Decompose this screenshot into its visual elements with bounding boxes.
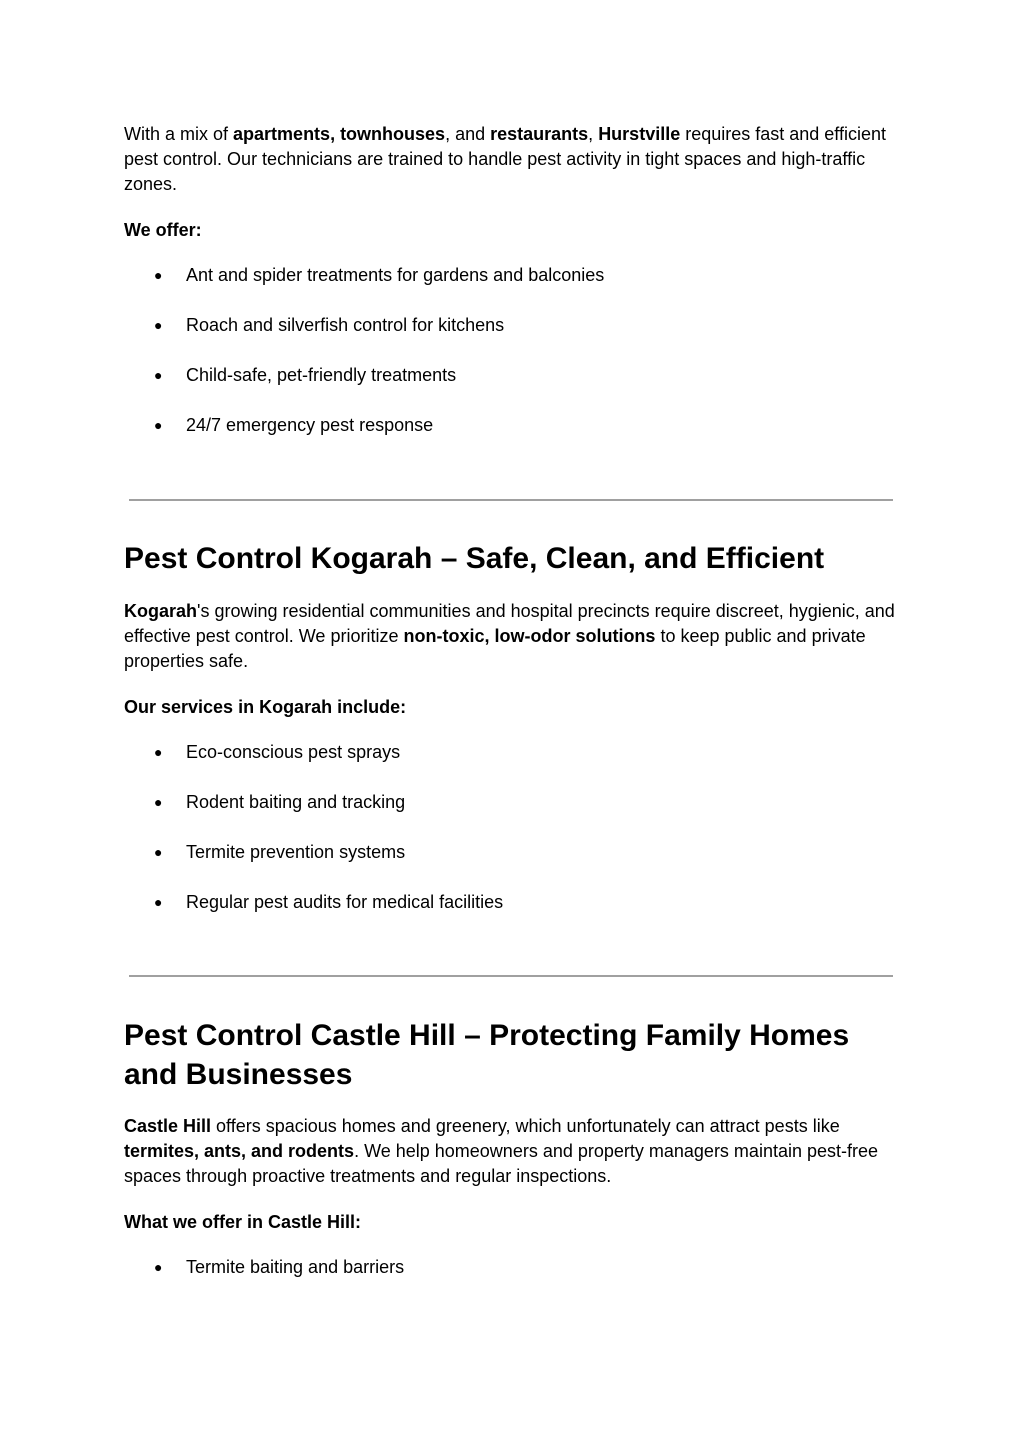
kogarah-heading: Pest Control Kogarah – Safe, Clean, and Efficient xyxy=(124,542,825,575)
bold-text: Castle Hill xyxy=(124,1116,212,1136)
bold-text: Hurstville xyxy=(598,124,681,144)
castle-hill-intro-paragraph xyxy=(124,1114,904,1189)
bold-text: apartments, townhouses xyxy=(233,124,446,144)
kogarah-services-list xyxy=(124,740,503,940)
list-item xyxy=(124,263,604,313)
bold-text: Kogarah xyxy=(124,601,198,621)
hurstville-services-list xyxy=(124,263,604,463)
bullet-icon: ● xyxy=(154,1259,163,1275)
section-divider xyxy=(129,499,893,501)
kogarah-intro-paragraph xyxy=(124,599,904,674)
hurstville-offer-lead: We offer: xyxy=(124,220,202,240)
text-run: requires fast and efficient pest control. Our technicians are trained to handle pest activity in tight spaces and high-traffic zones. xyxy=(124,124,887,194)
list-item-text: Child-safe, pet-friendly treatments xyxy=(186,365,457,385)
bullet-icon: ● xyxy=(154,417,163,433)
list-item-text: Termite prevention systems xyxy=(186,842,406,862)
list-item xyxy=(124,890,503,940)
list-item-text: Termite baiting and barriers xyxy=(186,1257,405,1277)
list-item xyxy=(124,740,503,790)
bullet-icon: ● xyxy=(154,744,163,760)
list-item-text: Eco-conscious pest sprays xyxy=(186,742,401,762)
bold-text: restaurants xyxy=(490,124,589,144)
text-run: . We help homeowners and property managers maintain pest-free spaces through proactive treatments and regular inspections. xyxy=(124,1141,879,1186)
list-item xyxy=(124,840,503,890)
text-run: With a mix of xyxy=(124,124,234,144)
list-item-text: Rodent baiting and tracking xyxy=(186,792,406,812)
list-item-text: Roach and silverfish control for kitchens xyxy=(186,315,505,335)
list-item-text: Regular pest audits for medical facilities xyxy=(186,892,504,912)
bullet-icon: ● xyxy=(154,794,163,810)
text-run: offers spacious homes and greenery, which unfortunately can attract pests like xyxy=(211,1116,840,1136)
text-run: , xyxy=(588,124,599,144)
bullet-icon: ● xyxy=(154,367,163,383)
bullet-icon: ● xyxy=(154,844,163,860)
text-run: to keep public and private properties safe. xyxy=(124,626,866,671)
bullet-icon: ● xyxy=(154,317,163,333)
bullet-icon: ● xyxy=(154,267,163,283)
list-item xyxy=(124,413,604,463)
bold-text: termites, ants, and rodents xyxy=(124,1141,355,1161)
text-run: 's growing residential communities and hospital precincts require discreet, hygienic, and effective pest control. We prioritize xyxy=(124,601,895,646)
list-item xyxy=(124,313,604,363)
castle-hill-heading: Pest Control Castle Hill – Protecting Family Homes and Businesses xyxy=(124,1019,850,1091)
text-run: , and xyxy=(445,124,491,144)
list-item-text: Ant and spider treatments for gardens and balconies xyxy=(186,265,605,285)
list-item-text: 24/7 emergency pest response xyxy=(186,415,434,435)
castle-hill-services-list xyxy=(124,1255,404,1305)
bold-text: non-toxic, low-odor solutions xyxy=(403,626,656,646)
list-item xyxy=(124,1255,404,1305)
kogarah-services-lead: Our services in Kogarah include: xyxy=(124,697,407,717)
bullet-icon: ● xyxy=(154,894,163,910)
hurstville-intro-paragraph xyxy=(124,122,904,197)
section-divider xyxy=(129,975,893,977)
list-item xyxy=(124,790,503,840)
list-item xyxy=(124,363,604,413)
castle-hill-offer-lead: What we offer in Castle Hill: xyxy=(124,1212,362,1232)
